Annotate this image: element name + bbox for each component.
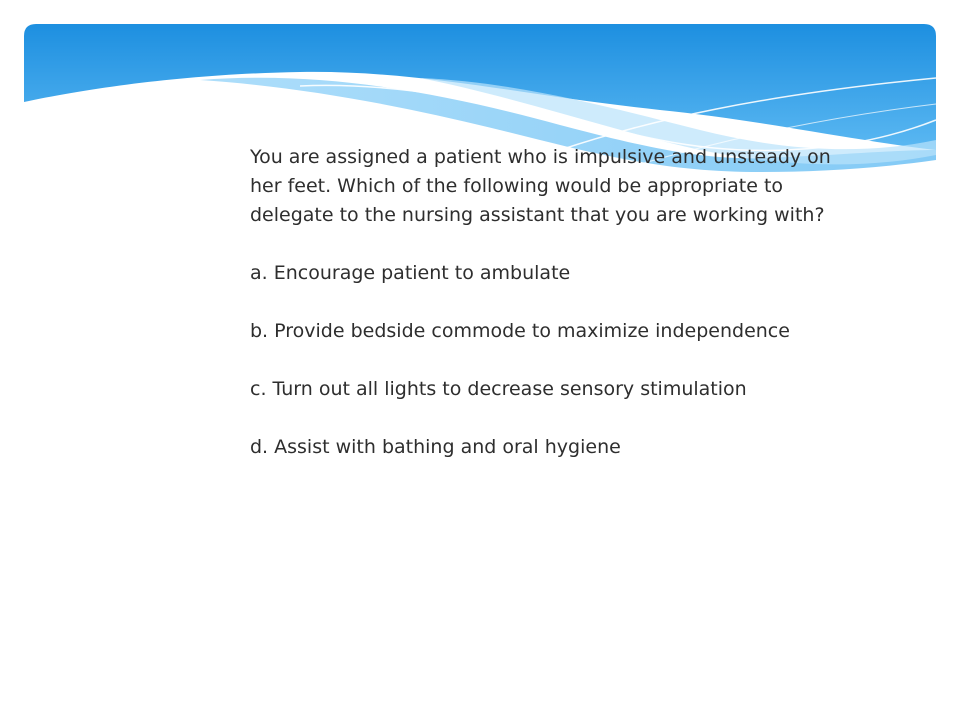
question-line: You are assigned a patient who is impulsive and unsteady on [250,146,831,168]
option-a: a. Encourage patient to ambulate [250,262,571,284]
option-d: d. Assist with bathing and oral hygiene [250,436,621,458]
question-text [250,143,890,230]
option-c: c. Turn out all lights to decrease sensory stimulation [250,378,747,400]
question-line: delegate to the nursing assistant that you are working with? [250,204,825,226]
answer-options [250,259,890,462]
question-line: her feet. Which of the following would be appropriate to [250,175,784,197]
option-b: b. Provide bedside commode to maximize independence [250,320,790,342]
slide-content [250,143,890,491]
